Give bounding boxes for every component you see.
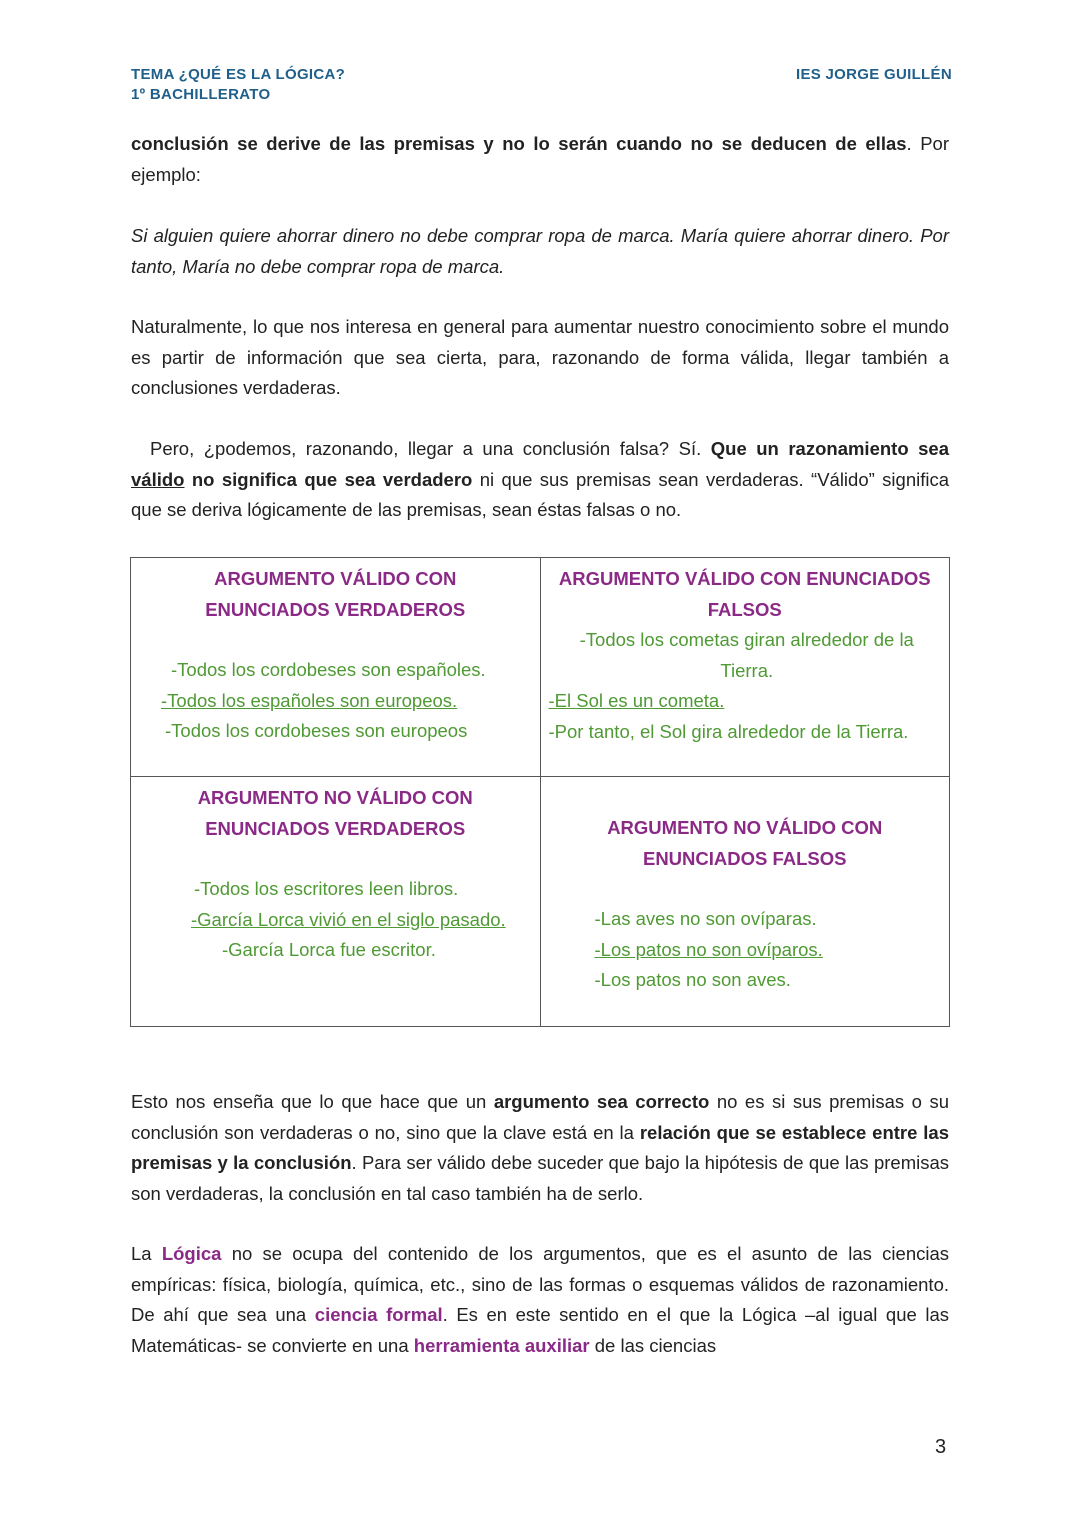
conclusion: -Todos los cordobeses son europeos — [165, 720, 468, 741]
p1-bold: conclusión se derive de las premisas y no lo serán cuando no se deducen de ellas — [131, 133, 907, 154]
p6-ciencia-formal: ciencia formal — [314, 1304, 443, 1325]
cell-title: ARGUMENTO VÁLIDO CON ENUNCIADOS FALSOS — [558, 568, 931, 620]
premise-1: -Todos los cometas giran alrededor de la Tierra. — [579, 629, 914, 681]
premise-2: -Los patos no son ovíparos. — [594, 938, 823, 960]
paragraph-1 — [131, 129, 949, 190]
header-topic — [131, 66, 345, 103]
header-school: IES JORGE GUILLÉN — [796, 66, 952, 83]
table-row — [131, 777, 950, 1027]
header-course: 1º BACHILLERATO — [131, 86, 271, 103]
conclusion: -García Lorca fue escritor. — [222, 939, 436, 960]
cell-valid-true — [131, 558, 541, 777]
header-title: TEMA ¿QUÉ ES LA LÓGICA? — [131, 66, 346, 83]
page-number: 3 — [935, 1436, 947, 1458]
p6-c: no se ocupa del contenido de los argumentos, que es el asunto de las ciencias empíricas: física, biología, química, etc., sino de las formas o esquemas válidos de razonamiento. De ahí que sea una — [131, 1243, 950, 1325]
p4-a: Pero, ¿podemos, razonando, llegar a una conclusión falsa? Sí. — [150, 438, 702, 459]
conclusion: -Los patos no son aves. — [594, 969, 791, 990]
p5-e: . Para ser válido debe suceder que bajo la hipótesis de que las premisas son verdaderas, la conclusión en tal caso también ha de serlo. — [131, 1152, 950, 1204]
p4-e: ni que sus premisas sean verdaderas. “Válido” significa que se deriva lógicamente de las premisas, sean éstas falsas o no. — [131, 468, 950, 520]
p6-herramienta: herramienta auxiliar — [413, 1334, 590, 1356]
cell-valid-false — [540, 558, 950, 777]
p5-a: Esto nos enseña que lo que hace que un — [131, 1091, 487, 1112]
cell-title: ARGUMENTO VÁLIDO CON ENUNCIADOS VERDADEROS — [205, 568, 466, 620]
example-paragraph: Si alguien quiere ahorrar dinero no debe comprar ropa de marca. María quiere ahorrar dinero. Por tanto, María no debe comprar ropa de marca. — [131, 225, 949, 277]
cell-invalid-true — [131, 777, 541, 1027]
table-row — [131, 558, 950, 777]
p6-e: . Es en este sentido en el que la Lógica –al igual que las Matemáticas- se convierte en una — [131, 1304, 949, 1356]
cell-title: ARGUMENTO NO VÁLIDO CON ENUNCIADOS FALSOS — [607, 817, 883, 869]
p4-b: Que un razonamiento sea — [710, 438, 949, 459]
premise-1: -Todos los cordobeses son españoles. — [171, 659, 486, 680]
premise-1: -Las aves no son ovíparas. — [594, 908, 817, 929]
p5-d: relación que se establece entre las premisas y la conclusión — [131, 1121, 950, 1173]
premise-1: -Todos los escritores leen libros. — [194, 878, 459, 899]
p4-d: no significa que sea verdadero — [191, 468, 473, 490]
p6-logica: Lógica — [161, 1243, 222, 1264]
paragraph-5 — [131, 1087, 949, 1209]
p5-c: no es si sus premisas o su conclusión son verdaderas o no, sino que la clave está en la — [131, 1091, 950, 1143]
arguments-table — [130, 557, 950, 1027]
cell-invalid-false — [540, 777, 950, 1027]
conclusion: -Por tanto, el Sol gira alrededor de la Tierra. — [548, 720, 909, 742]
p6-a: La — [131, 1243, 152, 1264]
p5-b: argumento sea correcto — [493, 1091, 710, 1112]
paragraph-4 — [131, 434, 949, 526]
cell-title: ARGUMENTO NO VÁLIDO CON ENUNCIADOS VERDADEROS — [197, 787, 473, 839]
premise-2: -Todos los españoles son europeos. — [161, 689, 458, 711]
p6-g: de las ciencias — [594, 1334, 717, 1356]
paragraph-6 — [131, 1239, 949, 1361]
paragraph-3: Naturalmente, lo que nos interesa en general para aumentar nuestro conocimiento sobre el mundo es partir de información que sea cierta, para, razonando de forma válida, llegar también a conclusiones verdaderas. — [131, 316, 949, 398]
premise-2: -El Sol es un cometa. — [548, 690, 725, 711]
p4-valido: válido — [131, 468, 185, 490]
premise-2: -García Lorca vivió en el siglo pasado. — [191, 908, 506, 930]
p1-rest: . Por ejemplo: — [131, 133, 949, 185]
